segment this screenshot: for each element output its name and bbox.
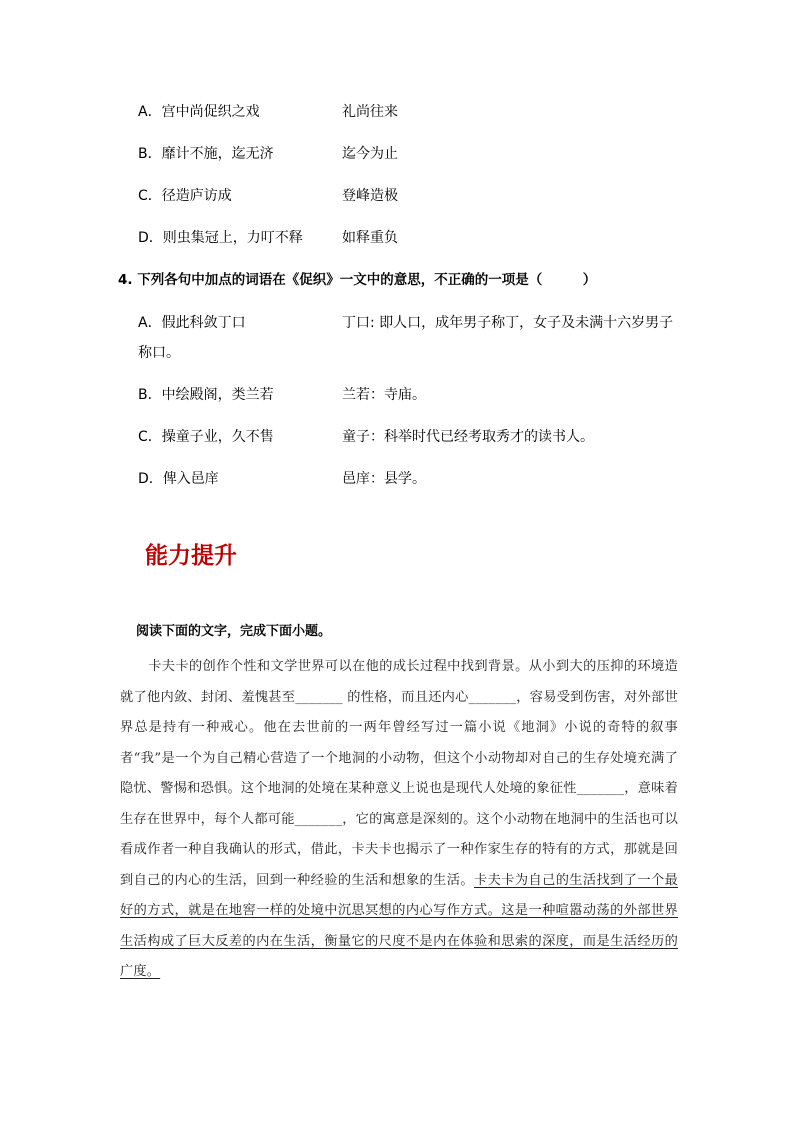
section-heading: 能力提升 (145, 543, 237, 569)
q3-option-a: A．宫中尚促织之戏 (138, 104, 260, 120)
q3-option-a-word: 礼尚往来 (342, 104, 398, 120)
q4-option-d-gloss: 邑庠：县学。 (342, 471, 426, 487)
passage-underlined-text: 卡夫卡为自己的生活找到了一个最好的方式，就是在地窖一样的处境中沉思冥想的内心写作方式。这是一种喧嚣动荡的外部世界生活构成了巨大反差的内在生活，衡量它的尺度不是内在体验和思索的深度，而是生活经历的广度。 (120, 872, 678, 979)
q3-option-d-word: 如释重负 (342, 230, 398, 246)
q4-stem: 4. 下列各句中加点的词语在《促织》一文中的意思，不正确的一项是（ ） (118, 272, 597, 288)
q4-option-a-gloss: 丁口: 即人口，成年男子称丁，女子及未满十六岁男子 (342, 315, 674, 331)
q4-option-c: C．操童子业，久不售 (138, 429, 274, 445)
q4-option-b: B．中绘殿阁，类兰若 (138, 387, 274, 403)
q3-option-d: D．则虫集冠上，力叮不释 (138, 230, 303, 246)
q4-option-c-gloss: 童子：科举时代已经考取秀才的读书人。 (342, 429, 594, 445)
q4-option-b-gloss: 兰若：寺庙。 (342, 387, 426, 403)
q4-option-a: A．假此科敛丁口 (138, 315, 246, 331)
q3-option-c-word: 登峰造极 (342, 188, 398, 204)
q3-option-b: B．靡计不施，迄无济 (138, 146, 274, 162)
reading-instruction: 阅读下面的文字，完成下面小题。 (136, 624, 332, 639)
q3-option-c: C．径造庐访成 (138, 188, 232, 204)
q4-option-d: D．俾入邑庠 (138, 471, 219, 487)
q3-option-b-word: 迄今为止 (342, 146, 398, 162)
passage-text: 卡夫卡的创作个性和文学世界可以在他的成长过程中找到背景。从小到大的压抑的环境造就了他内敛、封闭、羞愧甚至_______ 的性格，而且还内心_______，容易受到伤害，对外部世界总是持有一种戒心。他在去世前的一两年曾经写过一篇小说《地洞》小说的奇特的叙事者“我”是一个为自己精心营造了一个地洞的小动物，但这个小动物却对自己的生存处境充满了隐忧、警惕和恐惧。这个地洞的处境在某种意义上说也是现代人处境的象征性_______，意味着生存在世界中，每个人都可能_______，它的寓意是深刻的。这个小动物在地洞中的生活也可以看成作者一种自我确认的形式，借此，卡夫卡也揭示了一种作家生存的特有的方式，那就是回到自己的内心的生活，回到一种经验的生活和想象的生活。 (120, 659, 678, 888)
reading-passage (120, 652, 678, 988)
q4-option-a-gloss-cont: 称口。 (138, 345, 180, 361)
